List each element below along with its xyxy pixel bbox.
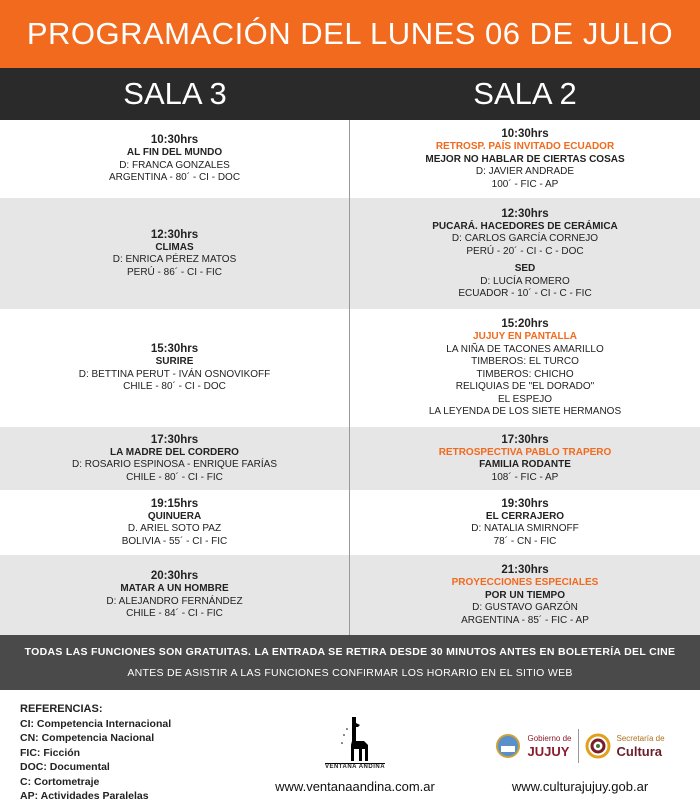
- slot-time: 21:30hrs: [501, 564, 549, 576]
- references: [0, 690, 250, 808]
- section-label: RETROSP. PAÍS INVITADO ECUADOR: [435, 141, 615, 152]
- sala3-slot: [0, 309, 350, 427]
- film-director: D: ENRICA PÉREZ MATOS: [112, 254, 237, 266]
- film-title: MEJOR NO HABLAR DE CIERTAS COSAS: [425, 153, 625, 165]
- section-label: JUJUY EN PANTALLA: [473, 331, 577, 343]
- film-title: TIMBEROS: EL TURCO: [471, 356, 579, 368]
- film-title: EL ESPEJO: [497, 393, 553, 405]
- film-title: SURIRE: [155, 356, 194, 368]
- sala-header: [0, 68, 700, 120]
- film-title: PUCARÁ. HACEDORES DE CERÁMICA: [432, 220, 618, 232]
- banner-line-free: TODAS LAS FUNCIONES SON GRATUITAS. LA ENTRADA SE RETIRA DESDE 30 MINUTOS ANTES EN BOLETERÍA DEL CINE: [24, 646, 676, 658]
- film-director: D: ALEJANDRO FERNÁNDEZ: [106, 595, 243, 607]
- sala3-slot: [0, 555, 350, 635]
- schedule-row: [0, 309, 700, 427]
- film-info: ARGENTINA - 80´ - CI - DOC: [108, 172, 241, 184]
- film-director: D: BETTINA PERUT - IVÁN OSNOVIKOFF: [78, 368, 271, 380]
- slot-time: 15:30hrs: [150, 343, 199, 356]
- ventana-url-link[interactable]: www.ventanaandina.com.ar: [275, 779, 435, 794]
- cultura-small: Secretaría de: [616, 733, 665, 743]
- slot-time: 10:30hrs: [150, 134, 199, 147]
- sala3-slot: [0, 427, 350, 490]
- references-heading: REFERENCIAS:: [20, 703, 103, 715]
- secretaria-cultura-text: [617, 734, 665, 759]
- reference-item: C: Cortometraje: [20, 775, 100, 788]
- gobierno-big: JUJUY: [527, 743, 570, 759]
- film-info: PERÚ - 20´ - CI - C - DOC: [466, 245, 584, 257]
- ventana-andina-logo: [325, 715, 385, 771]
- film-title: TIMBEROS: CHICHO: [476, 368, 574, 380]
- schedule-row: [0, 120, 700, 198]
- footer: [0, 690, 700, 808]
- info-banner: [0, 635, 700, 690]
- jujuy-crest-icon: [495, 733, 521, 759]
- gobierno-jujuy-text: [527, 734, 571, 759]
- film-director: D: LUCÍA ROMERO: [480, 275, 570, 287]
- sala3-slot: [0, 490, 350, 555]
- sala3-slot: [0, 120, 350, 198]
- schedule-grid: [0, 120, 700, 635]
- slot-time: 19:30hrs: [501, 497, 549, 510]
- slot-time: 17:30hrs: [150, 433, 199, 446]
- logo-separator: [578, 729, 579, 763]
- ventana-andina-block: [250, 690, 460, 808]
- reference-item: AP: Actividades Paralelas: [20, 790, 149, 802]
- film-director: D: NATALIA SMIRNOFF: [471, 523, 579, 535]
- film-info: CHILE - 80´ - CI - FIC: [126, 471, 223, 483]
- gobierno-logos: [495, 729, 664, 763]
- ventana-brand-text: VENTANA ANDINA: [324, 764, 386, 770]
- banner-line-confirm: ANTES DE ASISTIR A LAS FUNCIONES CONFIRMAR LOS HORARIO EN EL SITIO WEB: [127, 667, 573, 679]
- film-director: D: ROSARIO ESPINOSA - ENRIQUE FARÍAS: [71, 459, 278, 471]
- slot-time: 20:30hrs: [150, 570, 199, 583]
- film-info: PERÚ - 86´ - CI - FIC: [126, 266, 222, 278]
- film-title: MATAR A UN HOMBRE: [120, 583, 229, 595]
- reference-item: DOC: Documental: [20, 761, 110, 773]
- sala-left-title: SALA 3: [123, 76, 227, 111]
- film-title: POR UN TIEMPO: [484, 589, 565, 601]
- sala2-slot: [350, 555, 700, 635]
- film-title: CLIMAS: [155, 241, 194, 253]
- film-title: EL CERRAJERO: [485, 510, 565, 522]
- page-title: PROGRAMACIÓN DEL LUNES 06 DE JULIO: [0, 0, 700, 68]
- film-title: FAMILIA RODANTE: [479, 459, 571, 471]
- film-info: ECUADOR - 10´ - CI - C - FIC: [458, 288, 592, 299]
- reference-item: FIC: Ficción: [20, 746, 81, 759]
- llama-icon: [338, 715, 372, 763]
- film-info: CHILE - 84´ - CI - FIC: [126, 608, 223, 620]
- sala2-slot: [350, 120, 700, 198]
- film-director: D. ARIEL SOTO PAZ: [127, 523, 222, 535]
- reference-item: CN: Competencia Nacional: [20, 732, 155, 744]
- film-info: BOLIVIA - 55´ - CI - FIC: [121, 535, 228, 547]
- film-info: ARGENTINA - 85´ - FIC - AP: [461, 614, 589, 626]
- film-title: SED: [514, 263, 536, 274]
- film-title: QUINUERA: [147, 510, 202, 522]
- cultura-url-link[interactable]: www.culturajujuy.gob.ar: [511, 779, 649, 794]
- film-title: AL FIN DEL MUNDO: [126, 147, 223, 159]
- schedule-row: [0, 427, 700, 490]
- schedule-row: [0, 555, 700, 635]
- slot-time: 17:30hrs: [501, 433, 549, 446]
- slot-time: 12:30hrs: [150, 228, 199, 241]
- cultura-spiral-icon: [585, 733, 611, 759]
- film-info: CHILE - 80´ - CI - DOC: [123, 381, 226, 393]
- cultura-big: Cultura: [616, 743, 662, 759]
- film-title: LA NIÑA DE TACONES AMARILLO: [446, 343, 604, 355]
- film-director: D: GUSTAVO GARZÓN: [472, 602, 578, 613]
- film-title: RELIQUIAS DE "EL DORADO": [455, 381, 595, 393]
- film-info: 100´ - FIC - AP: [491, 178, 559, 190]
- film-info: 108´ - FIC - AP: [491, 471, 559, 483]
- sala2-slot: [350, 427, 700, 490]
- section-label: RETROSPECTIVA PABLO TRAPERO: [438, 446, 612, 458]
- sala-right-title: SALA 2: [473, 76, 577, 111]
- section-label: PROYECCIONES ESPECIALES: [451, 577, 599, 588]
- sala2-slot: [350, 490, 700, 555]
- film-title: LA MADRE DEL CORDERO: [110, 446, 239, 458]
- slot-time: 10:30hrs: [501, 128, 549, 140]
- film-director: D: CARLOS GARCÍA CORNEJO: [451, 233, 599, 244]
- film-info: 78´ - CN - FIC: [493, 535, 557, 547]
- film-director: D: FRANCA GONZALES: [119, 159, 230, 171]
- reference-item: CI: Competencia Internacional: [20, 717, 172, 730]
- schedule-row: [0, 198, 700, 309]
- schedule-row: [0, 490, 700, 555]
- slot-time: 12:30hrs: [501, 207, 549, 220]
- sala3-slot: [0, 198, 350, 309]
- film-director: D: JAVIER ANDRADE: [475, 166, 575, 177]
- slot-time: 15:20hrs: [501, 318, 549, 331]
- film-title: LA LEYENDA DE LOS SIETE HERMANOS: [428, 406, 622, 418]
- sala2-slot: [350, 309, 700, 427]
- slot-time: 19:15hrs: [150, 497, 199, 510]
- gobierno-block: [460, 690, 700, 808]
- sala2-slot: [350, 198, 700, 309]
- gobierno-small: Gobierno de: [527, 733, 572, 743]
